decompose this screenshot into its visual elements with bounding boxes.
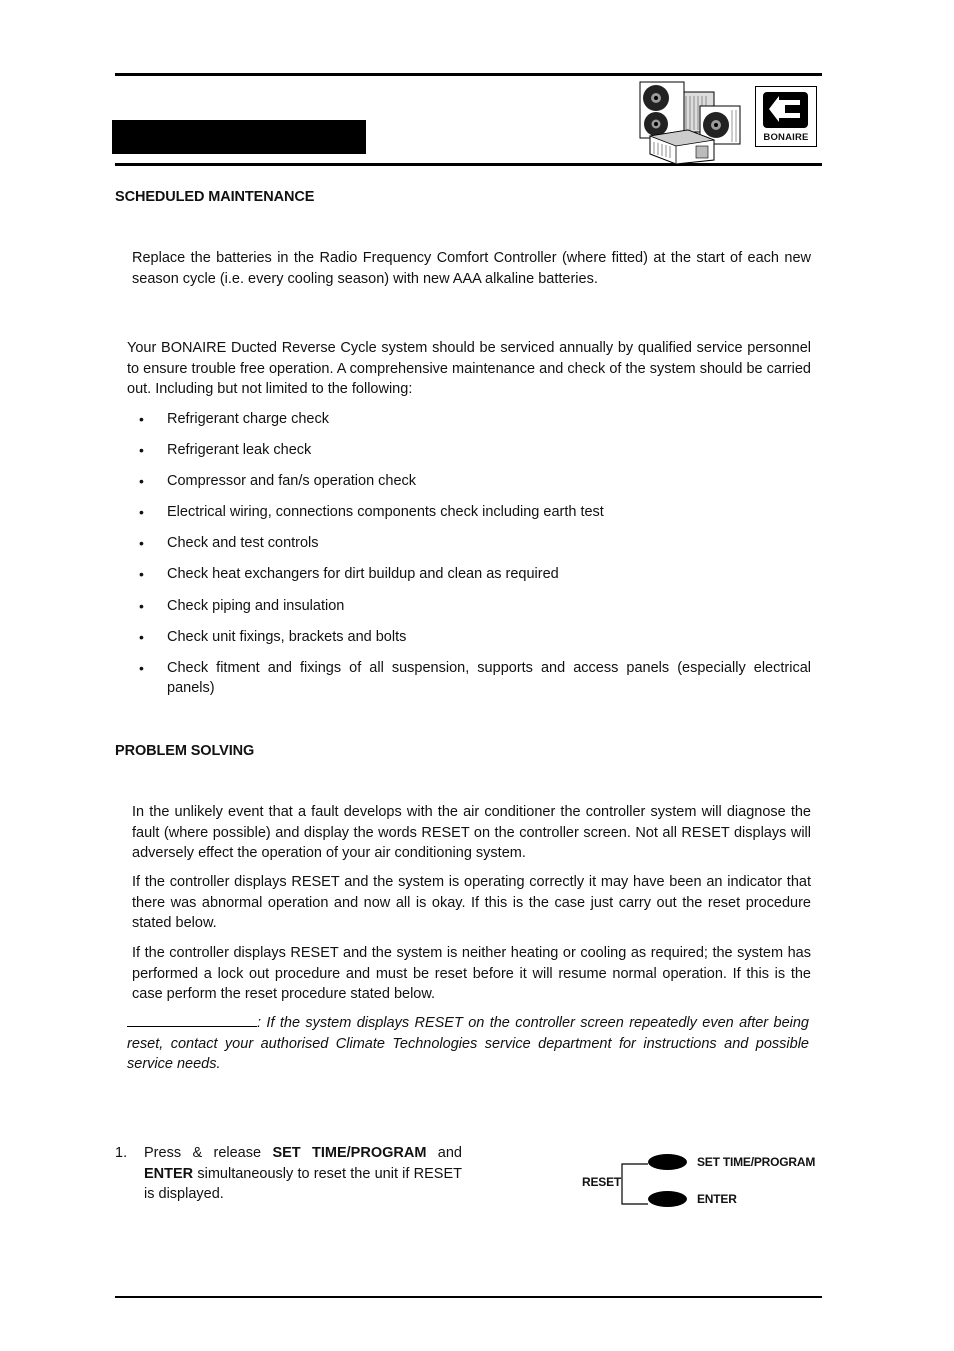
checklist-item: • Check heat exchangers for dirt buildup and clean as required [134,564,811,585]
footer-rule [115,1296,822,1298]
maintenance-checklist [134,409,811,699]
set-time-program-label: SET TIME/PROGRAM [697,1155,816,1169]
checklist-item: • Compressor and fan/s operation check [134,471,811,492]
reset-step-text-a: Press & release [144,1145,273,1161]
note-label-underline [127,1013,257,1027]
checklist-item: • Electrical wiring, connections components check including earth test [134,502,811,523]
note-paragraph [127,1013,809,1075]
checklist-item: • Check and test controls [134,533,811,554]
enter-button-icon [648,1191,687,1207]
checklist-item: • Check unit fixings, brackets and bolts [134,627,811,648]
product-illustration [638,80,742,164]
problem-solving-heading: PROBLEM SOLVING [115,743,255,759]
reset-step-number: 1. [115,1145,128,1161]
problem-paragraph-2: If the controller displays RESET and the system is operating correctly it may have been an indicator that there was abnormal operation and now all is okay. If this is the case just carry out the reset procedure stated below. [132,874,811,931]
checklist-item: • Check fitment and fixings of all suspension, supports and access panels (especially electrical panels) [134,658,811,699]
set-time-program-button-icon [648,1154,687,1170]
enter-label: ENTER [697,1192,737,1206]
reset-step-key-enter: ENTER [144,1165,194,1182]
problem-paragraph-3: If the controller displays RESET and the system is neither heating or cooling as required; the system has performed a lock out procedure and must be reset before it will resume normal operation. If this is the case perform the reset procedure stated below. [132,945,811,1002]
reset-step-text-c: simultaneously to reset the unit if RESET is displayed. [144,1165,462,1202]
reset-diagram [580,1148,820,1214]
header-title-bar [112,120,366,154]
battery-paragraph: Replace the batteries in the Radio Frequency Comfort Controller (where fitted) at the start of each new season cycle (i.e. every cooling season) with new AAA alkaline batteries. [132,250,811,287]
reset-diagram-label: RESET [582,1175,622,1189]
note-text: : If the system displays RESET on the controller screen repeatedly even after being reset, contact your authorised Climate Technologies service department for instructions and possible service needs. [127,1015,809,1072]
header-top-rule [115,73,822,76]
reset-step-text [144,1143,462,1205]
scheduled-maintenance-heading: SCHEDULED MAINTENANCE [115,189,315,205]
checklist-item: • Check piping and insulation [134,596,811,617]
problem-paragraph-1: In the unlikely event that a fault develops with the air conditioner the controller system will diagnose the fault (where possible) and display the words RESET on the controller screen. Not all RESET displays will adversely effect the operation of your air conditioning system. [132,804,811,861]
service-paragraph: Your BONAIRE Ducted Reverse Cycle system should be serviced annually by qualified service personnel to ensure trouble free operation. A comprehensive maintenance and check of the system should be carried out. Including but not limited to the following: [127,340,811,397]
reset-step-text-b: and [426,1145,462,1161]
checklist-item: • Refrigerant charge check [134,409,811,430]
bonaire-logo [755,86,817,147]
reset-step-key-set-time: SET TIME/PROGRAM [272,1145,427,1161]
checklist-item: • Refrigerant leak check [134,440,811,461]
logo-wordmark: BONAIRE [763,132,809,143]
